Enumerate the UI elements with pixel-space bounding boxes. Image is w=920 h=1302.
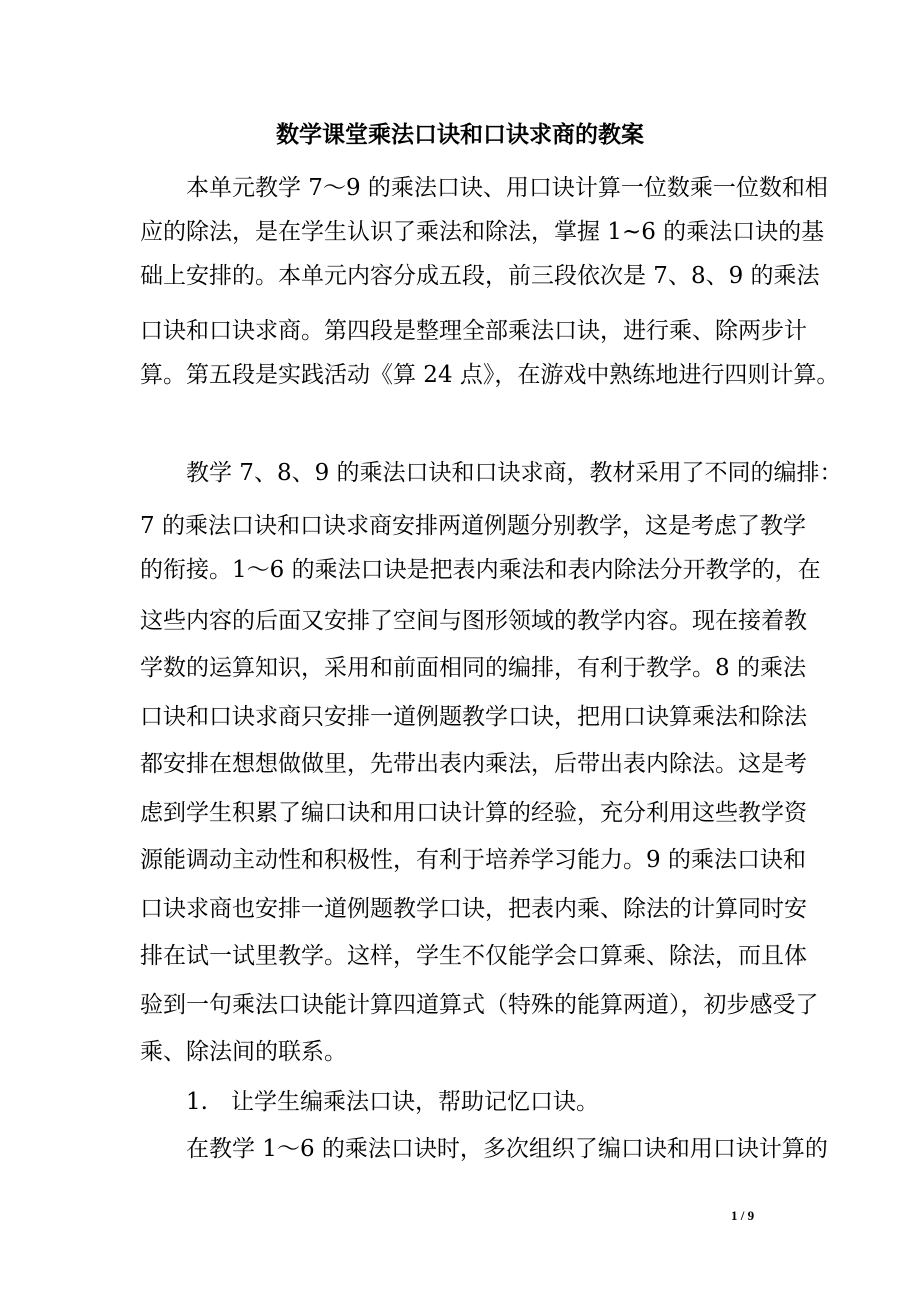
text-line: 口诀求商也安排一道例题教学口诀，把表内乘、除法的计算同时安 xyxy=(140,896,807,922)
text-line: 乘、除法间的联系。 xyxy=(140,1039,347,1065)
text-line: 7 的乘法口诀和口诀求商安排两道例题分别教学，这是考虑了教学 xyxy=(140,513,806,539)
text-line: 口诀和口诀求商只安排一道例题教学口诀，把用口诀算乘法和除法 xyxy=(140,704,807,730)
text-line: 应的除法，是在学生认识了乘法和除法，掌握 1~6 的乘法口诀的基 xyxy=(140,219,825,245)
text-line: 都安排在想想做做里，先带出表内乘法，后带出表内除法。这是考 xyxy=(140,751,807,777)
text-line: 的衔接。1～6 的乘法口诀是把表内乘法和表内除法分开教学的，在 xyxy=(140,557,821,583)
text-line: 这些内容的后面又安排了空间与图形领域的教学内容。现在接着教 xyxy=(140,608,807,634)
text-line: 验到一句乘法口诀能计算四道算式（特殊的能算两道），初步感受了 xyxy=(140,992,819,1018)
text-line: 口诀和口诀求商。第四段是整理全部乘法口诀，进行乘、除两步计 xyxy=(140,318,807,344)
text-line: 1. 让学生编乘法口诀，帮助记忆口诀。 xyxy=(140,1089,599,1115)
text-line: 算。第五段是实践活动《算 24 点》，在游戏中熟练地进行四则计算。 xyxy=(140,362,840,388)
text-line: 本单元教学 7～9 的乘法口诀、用口诀计算一位数乘一位数和相 xyxy=(140,175,828,201)
text-line: 教学 7、8、9 的乘法口诀和口诀求商，教材采用了不同的编排： xyxy=(140,460,843,486)
text-line: 虑到学生积累了编口诀和用口诀计算的经验，充分利用这些教学资 xyxy=(140,800,807,826)
text-line: 源能调动主动性和积极性，有利于培养学习能力。9 的乘法口诀和 xyxy=(140,847,806,873)
text-line: 在教学 1～6 的乘法口诀时，多次组织了编口诀和用口诀计算的 xyxy=(140,1136,828,1162)
text-line: 排在试一试里教学。这样，学生不仅能学会口算乘、除法，而且体 xyxy=(140,943,807,969)
document-title: 数学课堂乘法口诀和口诀求商的教案 xyxy=(276,121,644,148)
text-line: 础上安排的。本单元内容分成五段，前三段依次是 7、8、9 的乘法 xyxy=(140,263,820,289)
page-number: 1 / 9 xyxy=(731,1208,755,1223)
text-line: 学数的运算知识，采用和前面相同的编排，有利于教学。8 的乘法 xyxy=(140,655,806,681)
